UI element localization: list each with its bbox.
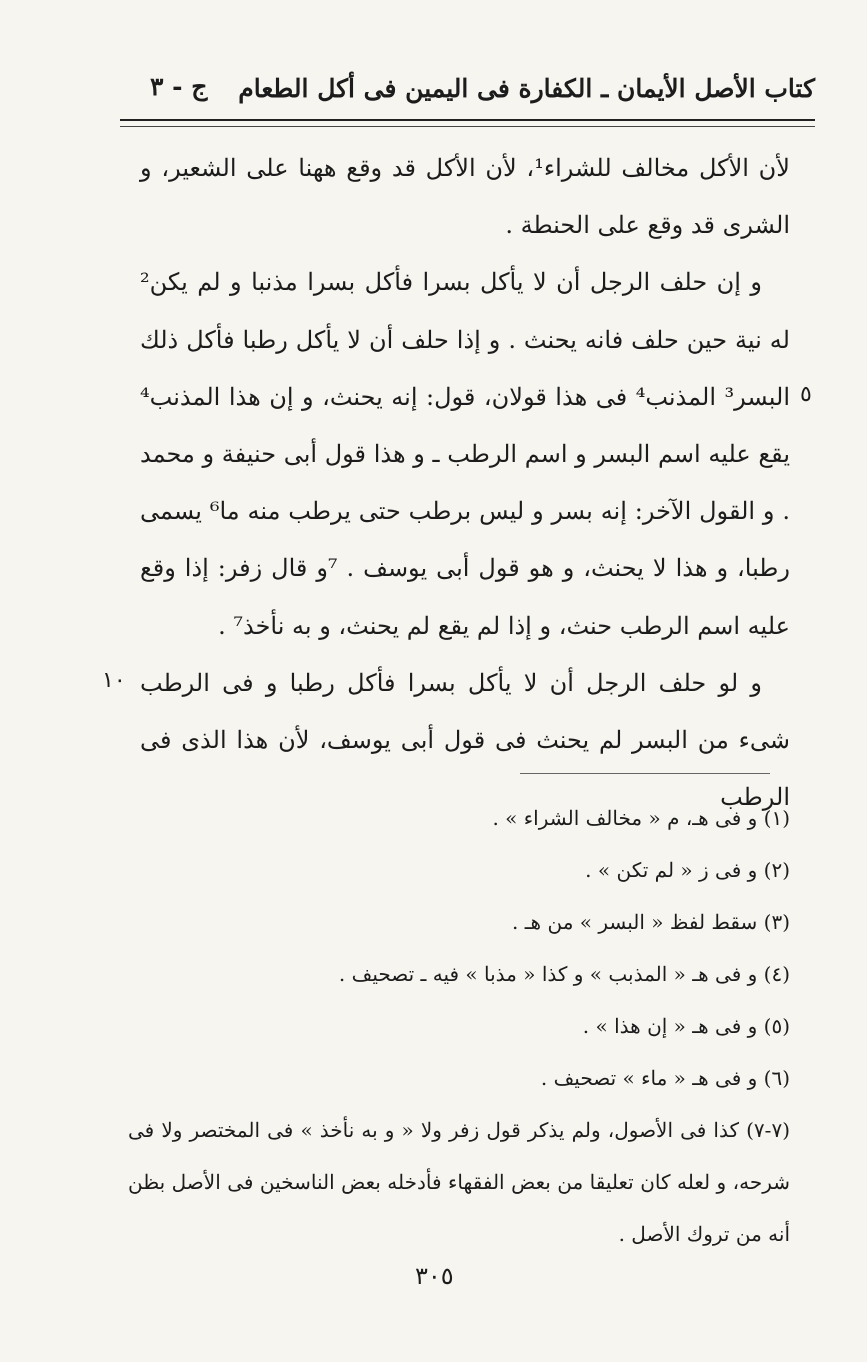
header-rule-thin [120, 126, 815, 127]
footnote: (٣) سقط لفظ « البسر » من هـ . [511, 910, 790, 934]
footnote: (٧-٧) كذا فى الأصول، ولم يذكر قول زفر ولا « و به نأخذ » فى المختصر ولا فى شرحه، و لعله كان تعليقا من بعض الفقهاء فأدخله بعض الناسخين فى الأصل بظن أنه من تروك الأصل . [128, 1118, 790, 1246]
line-number-10: ١٠ [102, 668, 126, 693]
footnote: (٥) و فى هـ « إن هذا » . [582, 1014, 790, 1038]
line-number-5: ٥ [800, 382, 812, 407]
running-header [120, 62, 815, 114]
footnote-separator [520, 773, 770, 774]
page-number: ٣٠٥ [415, 1262, 454, 1290]
footnotes [128, 792, 790, 1260]
paragraph: لأن الأكل مخالف للشراء¹، لأن الأكل قد وقع ههنا على الشعير، و الشرى قد وقع على الحنطة . [140, 154, 790, 240]
main-text [140, 140, 790, 826]
footnote: (١) و فى هـ، م « مخالف الشراء » . [492, 806, 790, 830]
header-title: كتاب الأصل الأيمان ـ الكفارة فى اليمين فى أكل الطعام [238, 73, 815, 103]
paragraph: و لو حلف الرجل أن لا يأكل بسرا فأكل رطبا و فى الرطب شىء من البسر لم يحنث فى قول أبى يوسف، لأن هذا الذى فى الرطب [140, 668, 790, 812]
footnote: (٦) و فى هـ « ماء » تصحيف . [540, 1066, 790, 1090]
volume-number: ج - ٣ [150, 72, 208, 101]
footnote: (٤) و فى هـ « المذبب » و كذا « مذبا » فيه ـ تصحيف . [338, 962, 790, 986]
paragraph: و إن حلف الرجل أن لا يأكل بسرا فأكل بسرا مذنبا و لم يكن² له نية حين حلف فانه يحنث . و إذا حلف أن لا يأكل رطبا فأكل ذلك البسر³ المذنب⁴ فى هذا قولان، قول: إنه يحنث، و إن هذا المذنب⁴ يقع عليه اسم البسر و اسم الرطب ـ و هذا قول أبى حنيفة و محمد . و القول الآخر: إنه بسر و ليس برطب حتى يرطب منه ما⁶ يسمى رطبا، و هذا لا يحنث، و هو قول أبى يوسف . ⁷و قال زفر: إذا وقع عليه اسم الرطب حنث، و إذا لم يقع لم يحنث، و به نأخذ⁷ . [140, 268, 791, 640]
header-rule [120, 119, 815, 121]
footnote: (٢) و فى ز « لم تكن » . [585, 858, 790, 882]
